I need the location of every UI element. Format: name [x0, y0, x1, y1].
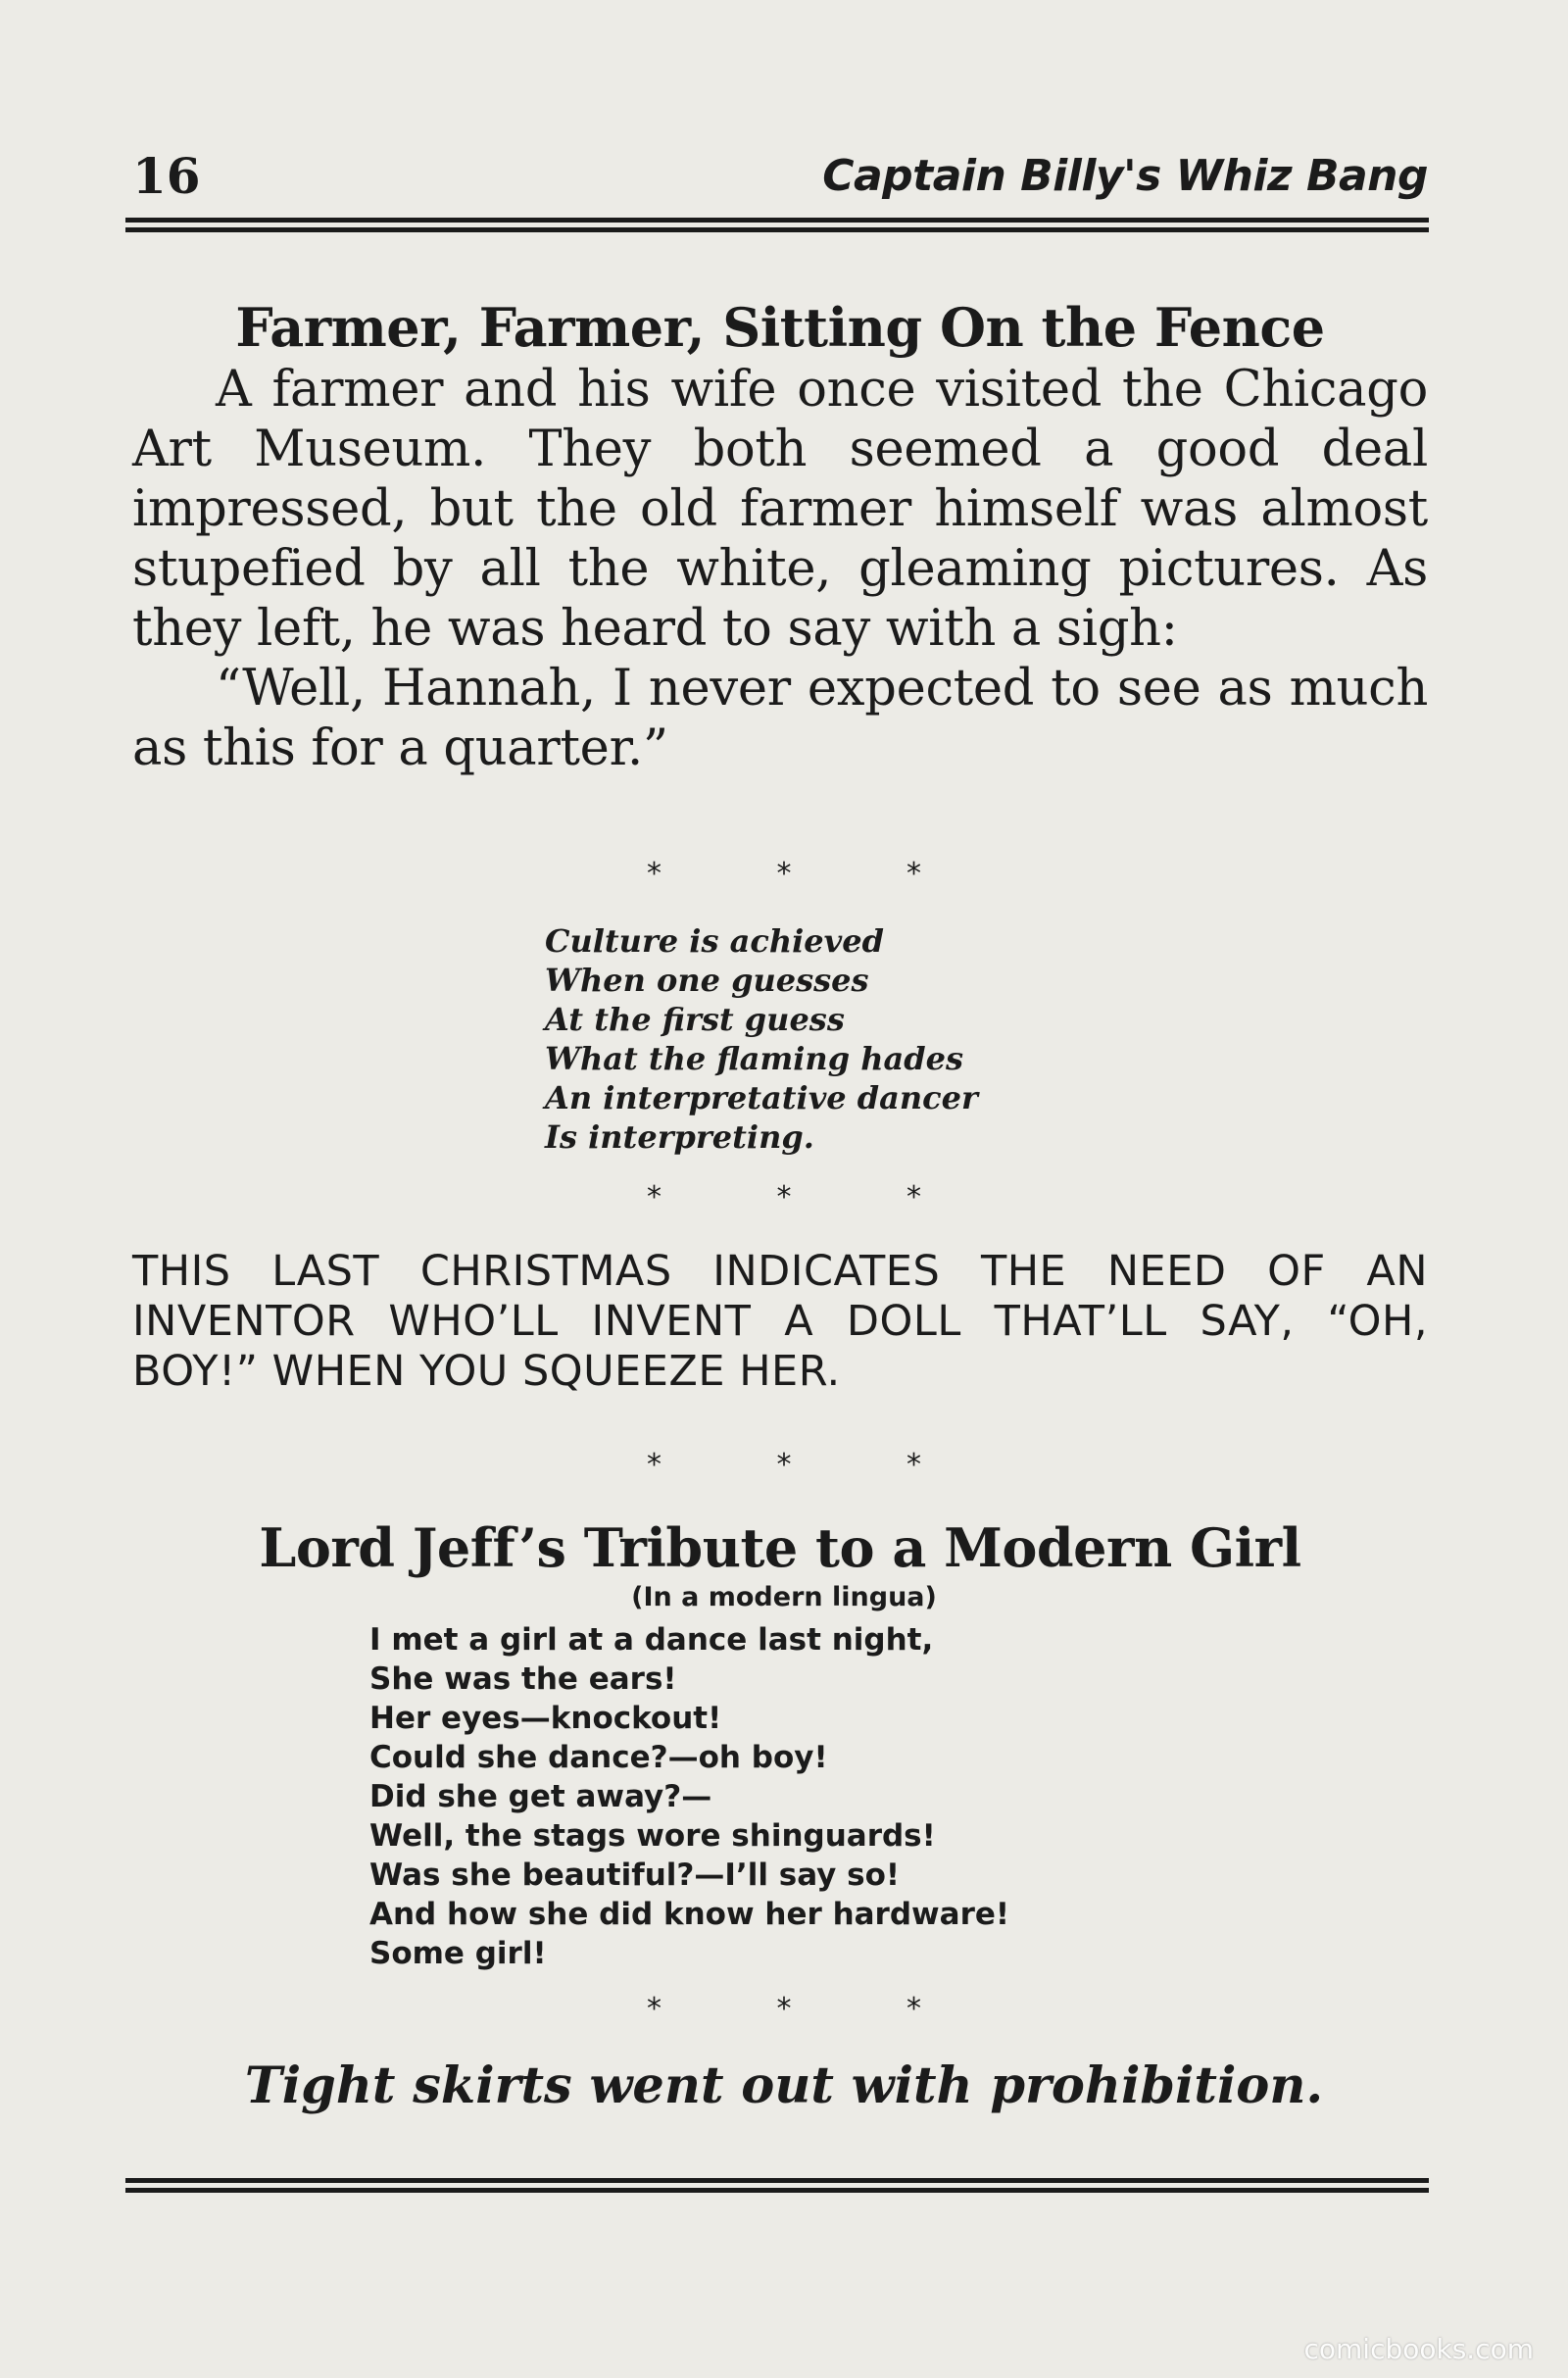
- closing-line: Tight skirts went out with prohibition.: [244, 2056, 1324, 2115]
- page-number: 16: [132, 147, 201, 205]
- poem-modern-girl: [369, 1620, 1009, 1973]
- separator: * * *: [646, 1180, 975, 1214]
- poem-line: Could she dance?—oh boy!: [369, 1740, 828, 1775]
- paragraph: “Well, Hannah, I never expected to see as much as this for a quarter.”: [132, 660, 1428, 777]
- poem-line: Her eyes—knockout!: [369, 1701, 722, 1736]
- article-title-lord-jeff: Lord Jeff’s Tribute to a Modern Girl: [259, 1516, 1301, 1579]
- poem-line: At the first guess: [545, 1001, 845, 1038]
- poem-line: Did she get away?—: [369, 1779, 712, 1814]
- header-rule: [125, 218, 1429, 232]
- article-title-farmer: Farmer, Farmer, Sitting On the Fence: [235, 296, 1325, 359]
- watermark: comicbooks.com: [1303, 2333, 1534, 2365]
- running-title: Captain Billy's Whiz Bang: [822, 151, 1428, 201]
- poem-line: And how she did know her hardware!: [369, 1897, 1010, 1932]
- article-body-farmer: [132, 360, 1428, 778]
- paragraph: A farmer and his wife once visited the Chicago Art Museum. They both seemed a good deal impressed, but the old farmer himself was almost stupefied by all the white, gleaming pictures. As they left, he was heard to say with a sigh:: [132, 361, 1428, 658]
- caps-joke: THIS LAST CHRISTMAS INDICATES THE NEED OF AN INVENTOR WHO’LL INVENT A DOLL THAT’LL SAY, “OH, BOY!” WHEN YOU SQUEEZE HER.: [132, 1247, 1428, 1396]
- poem-line: Some girl!: [369, 1936, 547, 1971]
- separator: * * *: [646, 1448, 975, 1482]
- poem-line: Well, the stags wore shinguards!: [369, 1818, 936, 1854]
- poem-line: What the flaming hades: [545, 1040, 963, 1077]
- poem-line: She was the ears!: [369, 1661, 677, 1697]
- poem-culture: [545, 921, 978, 1157]
- separator: * * *: [646, 1992, 975, 2026]
- poem-line: Was she beautiful?—I’ll say so!: [369, 1858, 901, 1893]
- poem-line: Culture is achieved: [545, 922, 884, 960]
- separator: * * *: [646, 857, 975, 891]
- poem-line: An interpretative dancer: [545, 1079, 978, 1116]
- poem-line: I met a girl at a dance last night,: [369, 1622, 934, 1658]
- article-subtitle: (In a modern lingua): [631, 1582, 937, 1612]
- page-header: [132, 147, 1428, 206]
- poem-line: Is interpreting.: [545, 1118, 814, 1156]
- poem-line: When one guesses: [545, 962, 869, 999]
- footer-rule: [125, 2178, 1429, 2193]
